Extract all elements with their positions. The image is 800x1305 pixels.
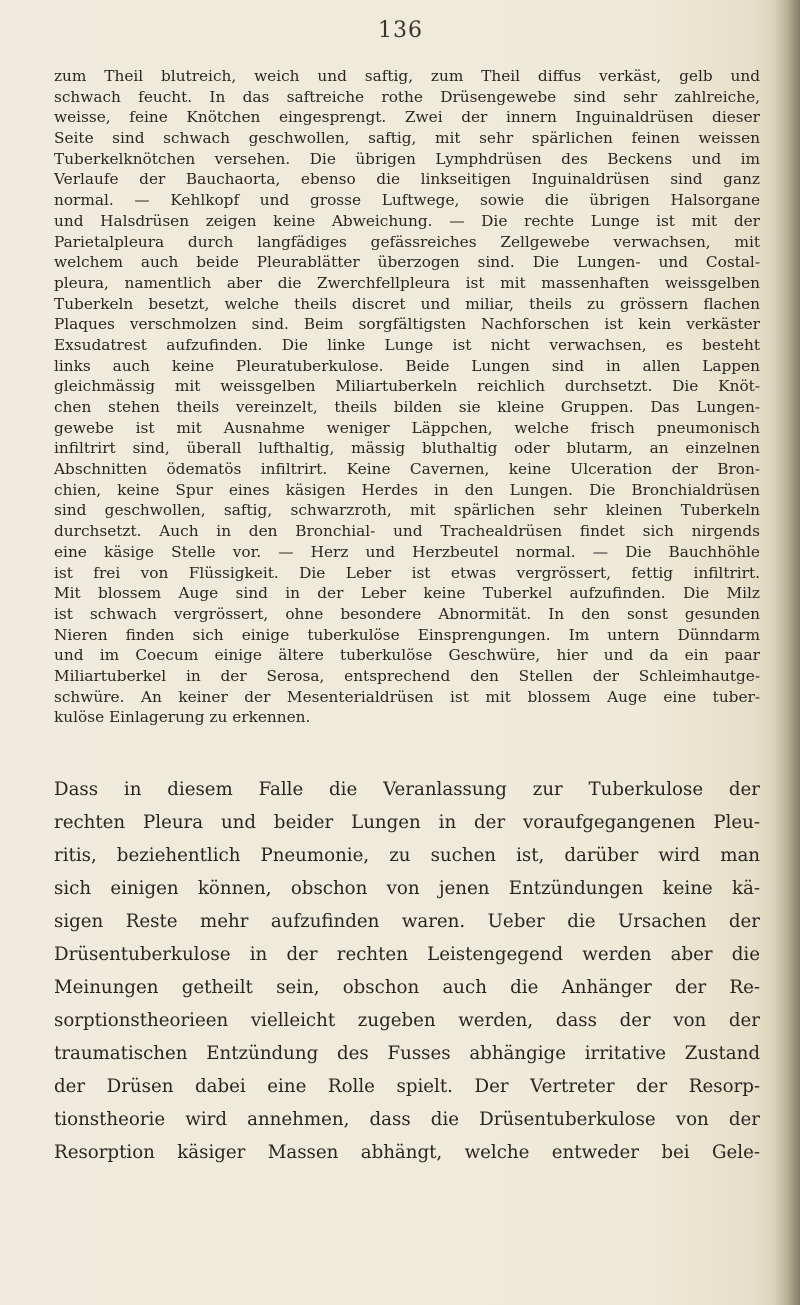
text-line: durchsetzt. Auch in den Bronchial- und Trachealdrüsen findet sich nirgends [54,522,760,541]
text-line: Resorption käsiger Massen abhängt, welche entweder bei Gele- [54,1142,760,1163]
text-line: gewebe ist mit Ausnahme weniger Läppchen, welche frisch pneumonisch [54,418,760,437]
text-line: welchem auch beide Pleurablätter überzogen sind. Die Lungen- und Costal- [54,253,760,272]
text-line: normal. — Kehlkopf und grosse Luftwege, sowie die übrigen Halsorgane [54,191,760,210]
text-line: und Halsdrüsen zeigen keine Abweichung. — Die rechte Lunge ist mit der [54,211,760,230]
text-line: eine käsige Stelle vor. — Herz und Herzbeutel normal. — Die Bauchhöhle [54,542,760,561]
text-line: Meinungen getheilt sein, obschon auch die Anhänger der Re- [54,977,760,998]
paragraph-discussion [54,773,760,1169]
text-line: Verlaufe der Bauchaorta, ebenso die linkseitigen Inguinaldrüsen sind ganz [54,170,760,189]
text-line: Abschnitten ödematös infiltrirt. Keine Cavernen, keine Ulceration der Bron- [54,460,760,479]
text-line: Tuberkeln besetzt, welche theils discret und miliar, theils zu grössern flachen [54,294,760,313]
text-line: sigen Reste mehr aufzufinden waren. Ueber die Ursachen der [54,911,760,932]
text-line: Exsudatrest aufzufinden. Die linke Lunge ist nicht verwachsen, es besteht [54,335,760,354]
text-line: der Drüsen dabei eine Rolle spielt. Der Vertreter der Resorp- [54,1076,760,1097]
text-line: ist schwach vergrössert, ohne besondere Abnormität. In den sonst gesunden [54,604,760,623]
text-line: und im Coecum einige ältere tuberkulöse Geschwüre, hier und da ein paar [54,646,760,665]
text-line: schwach feucht. In das saftreiche rothe Drüsengewebe sind sehr zahlreiche, [54,87,760,106]
text-line: links auch keine Pleuratuberkulose. Beide Lungen sind in allen Lappen [54,356,760,375]
text-line: traumatischen Entzündung des Fusses abhängige irritative Zustand [54,1043,760,1064]
text-line: gleichmässig mit weissgelben Miliartuberkeln reichlich durchsetzt. Die Knöt- [54,377,760,396]
text-line: Plaques verschmolzen sind. Beim sorgfältigsten Nachforschen ist kein verkäster [54,315,760,334]
text-line: rechten Pleura und beider Lungen in der voraufgegangenen Pleu- [54,812,760,833]
text-line: Tuberkelknötchen versehen. Die übrigen Lymphdrüsen des Beckens und im [54,149,760,168]
page-number: 136 [378,18,423,43]
text-line: Mit blossem Auge sind in der Leber keine Tuberkel aufzufinden. Die Milz [54,584,760,603]
text-line: Drüsentuberkulose in der rechten Leistengegend werden aber die [54,944,760,965]
text-line: Miliartuberkel in der Serosa, entsprechend den Stellen der Schleimhautge- [54,666,760,685]
text-line: chen stehen theils vereinzelt, theils bilden sie kleine Gruppen. Das Lungen- [54,398,760,416]
text-line: ist frei von Flüssigkeit. Die Leber ist etwas vergrössert, fettig infiltrirt. [54,563,760,582]
paragraph-case-report [54,66,760,728]
text-line: pleura, namentlich aber die Zwerchfellpleura ist mit massenhaften weissgelben [54,273,760,292]
text-line: infiltrirt sind, überall lufthaltig, mässig bluthaltig oder blutarm, an einzelnen [54,439,760,458]
text-line: tionstheorie wird annehmen, dass die Drüsentuberkulose von der [54,1109,760,1130]
text-line: Dass in diesem Falle die Veranlassung zur Tuberkulose der [54,779,760,800]
text-line: Seite sind schwach geschwollen, saftig, mit sehr spärlichen feinen weissen [54,129,760,148]
text-line: Nieren finden sich einige tuberkulöse Einsprengungen. Im untern Dünndarm [54,625,760,644]
text-line: zum Theil blutreich, weich und saftig, zum Theil diffus verkäst, gelb und [54,67,760,85]
text-line: kulöse Einlagerung zu erkennen. [54,708,311,727]
text-line: weisse, feine Knötchen eingesprengt. Zwei der innern Inguinaldrüsen dieser [54,108,760,127]
text-line: chien, keine Spur eines käsigen Herdes in den Lungen. Die Bronchialdrüsen [54,480,760,499]
text-line: schwüre. An keiner der Mesenterialdrüsen ist mit blossem Auge eine tuber- [54,687,760,706]
text-line: sich einigen können, obschon von jenen Entzündungen keine kä- [54,878,760,899]
text-line: Parietalpleura durch langfädiges gefässreiches Zellgewebe verwachsen, mit [54,232,760,251]
text-line: ritis, beziehentlich Pneumonie, zu suchen ist, darüber wird man [54,845,760,866]
text-line: sorptionstheorieen vielleicht zugeben werden, dass der von der [54,1010,760,1031]
page-edge-shadow [774,0,800,1305]
text-line: sind geschwollen, saftig, schwarzroth, mit spärlichen sehr kleinen Tuberkeln [54,501,760,520]
